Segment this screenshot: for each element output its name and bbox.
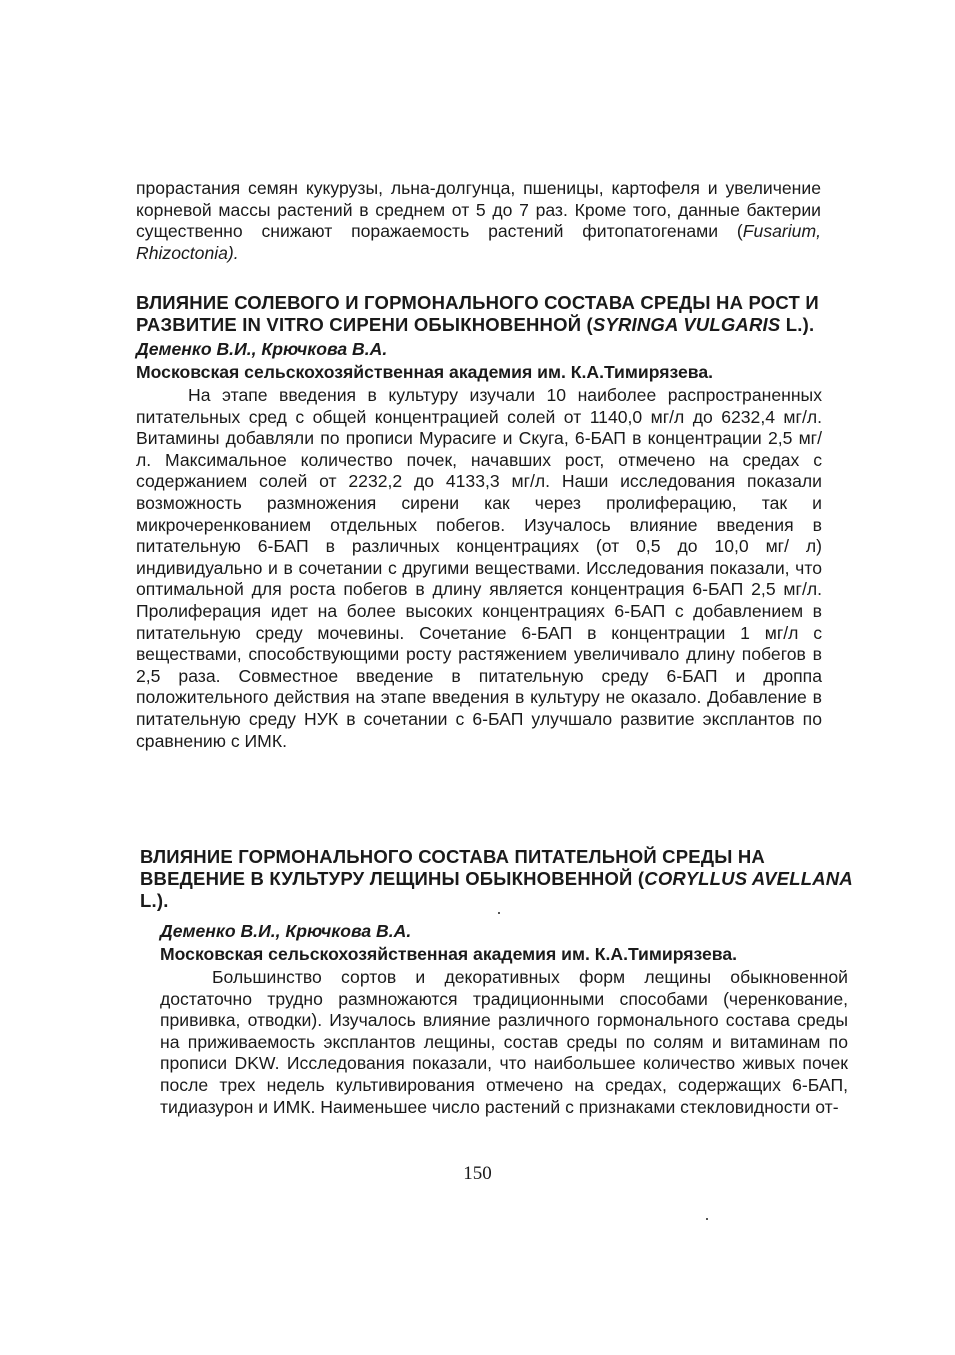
article2-institution: Московская сельскохозяйственная академия им. К.А.Тимирязева. — [160, 944, 738, 964]
article2-body: Большинство сортов и декоративных форм лещины обыкновенной достаточно трудно размножаются традиционными способами (черенкование, прививка, отводки). Изучалось влияние различного гормонального состава среды на приживаемость эксплантов лещины, состав среды по солям и витаминам по прописи DKW. Исследования показали, что наибольшее количество живых почек после трех недель культивирования отмечено на средах, содержащих 6-БАП, тидиазурон и ИМК. Наименьшее число растений с признаками стекловидности от- — [160, 967, 848, 1117]
article1-authors: Деменко В.И., Крючкова В.А. — [136, 339, 388, 359]
article1-title: ВЛИЯНИЕ СОЛЕВОГО И ГОРМОНАЛЬНОГО СОСТАВА СРЕДЫ НА РОСТ И РАЗВИТИЕ IN VITRO СИРЕНИ ОБЫКНОВЕННОЙ (SYRINGA VULGARIS L.). — [136, 292, 819, 335]
article1-body: На этапе введения в культуру изучали 10 наиболее распространенных питательных сред с общей концентрацией солей от 1140,0 мг/л до 6232,4 мг/л. Витамины добавляли по прописи Мурасиге и Скуга, 6-БАП в концентрации 2,5 мг/л. Максимальное количество почек, начавших рост, отмечено на средах с содержанием солей от 2232,2 до 4133,3 мг/л. Наши исследования показали возможность размножения сирени как через пролиферацию, так и микрочеренкованием отдельных побегов. Изучалось влияние введения в питательную 6-БАП в различных концентрациях (от 0,5 до 10,0 мг/ л) индивидуально и в сочетании с другими веществами. Исследования показали, что оптимальной для роста побегов в длину является концентрация 6-БАП 2,5 мг/л. Пролиферация идет на более высоких концентрациях 6-БАП с добавлением в питательную среду мочевины. Сочетание 6-БАП в концентрации 1 мг/л с веществами, способствующими росту растяжением увеличивало длину побегов в 2,5 раза. Совместное введение в питательную среду 6-БАП и дроппа положительного действия на этапе введения в культуру не оказало. Добавление в питательную среду НУК в сочетании с 6-БАП улучшало развитие эксплантов по сравнению с ИМК. — [136, 385, 822, 751]
intro-italic: Fusarium, Rhizoctonia). — [136, 221, 821, 263]
article2-content — [160, 921, 848, 1118]
intro-text: прорастания семян кукурузы, льна-долгунца, пшеницы, картофеля и увеличение корневой массы растений в среднем от 5 до 7 раз. Кроме того, данные бактерии существенно снижают поражаемость растений фитопатогенами ( — [136, 178, 821, 242]
article2-title: ВЛИЯНИЕ ГОРМОНАЛЬНОГО СОСТАВА ПИТАТЕЛЬНОЙ СРЕДЫ НА ВВЕДЕНИЕ В КУЛЬТУРУ ЛЕЩИНЫ ОБЫКНОВЕННОЙ (CORYLLUS AVELLANA L.). — [140, 846, 853, 911]
page-number: 150 — [463, 1163, 492, 1184]
intro-paragraph — [136, 178, 821, 264]
scan-speck — [498, 912, 500, 914]
scan-speck — [706, 1218, 708, 1220]
article2-section — [140, 846, 860, 912]
article1-institution: Московская сельскохозяйственная академия им. К.А.Тимирязева. — [136, 362, 714, 382]
article2-authors: Деменко В.И., Крючкова В.А. — [160, 921, 412, 941]
article1-section — [136, 292, 826, 752]
